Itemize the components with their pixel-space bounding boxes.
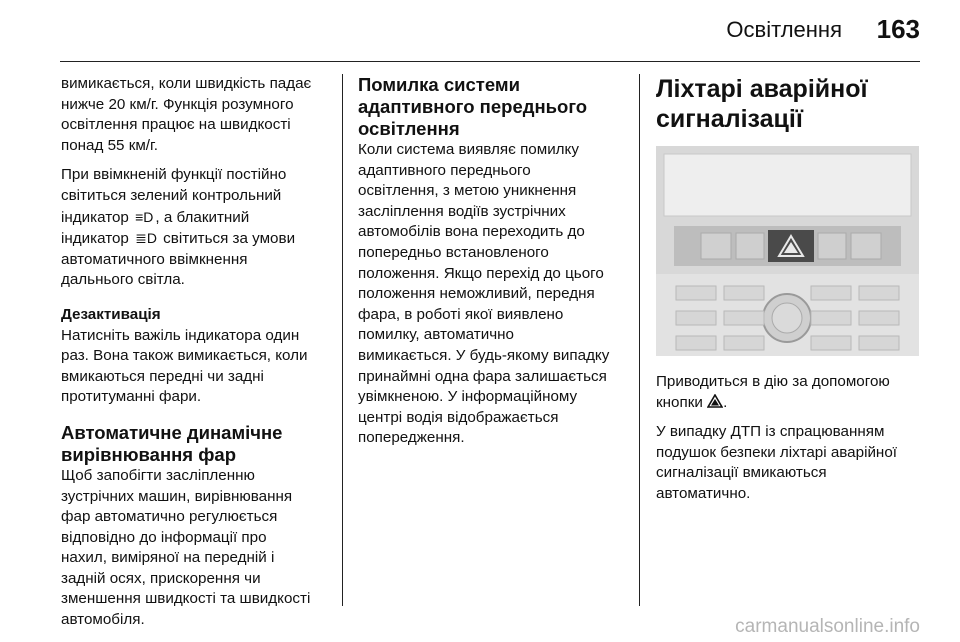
text-run: . bbox=[723, 393, 728, 411]
column-3 bbox=[656, 74, 926, 514]
high-beam-indicator-icon: ≣D bbox=[135, 230, 157, 247]
watermark: carmanualsonline.info bbox=[735, 616, 920, 637]
header-rule bbox=[60, 61, 920, 62]
column-2 bbox=[358, 74, 630, 458]
auto-light-indicator-icon: ≡D bbox=[135, 208, 154, 225]
paragraph: У випадку ДТП із спрацюванням подушок безпеки ліхтарі аварійної сигналізації вмикаються автоматично. bbox=[656, 423, 897, 502]
text-run: Приводиться в дію за допомогою кнопки bbox=[656, 373, 890, 411]
paragraph: вимикається, коли швидкість падає нижче 20 км/г. Функція розумного освітлення працює на швидкості понад 55 км/г. bbox=[61, 75, 312, 154]
hazard-button-illustration bbox=[656, 146, 919, 356]
text-run: , а блакитний індикатор bbox=[61, 208, 250, 248]
heading-hazard-lights: Ліхтарі аварійної сигналізації bbox=[656, 75, 868, 133]
paragraph: Щоб запобігти засліпленню зустрічних машин, вирівнювання фар автоматично регулюється відповідно до інформації про нахил, виміряної на передній і задній осях, прискорення чи зменшення швидкості та швидкості автомобіля. bbox=[61, 466, 311, 629]
text-run: При ввімкненій функції постійно світиться зелений контрольний індикатор bbox=[61, 166, 287, 226]
heading-dynamic-leveling: Автоматичне динамічне вирівнювання фар bbox=[61, 421, 283, 465]
column-divider bbox=[639, 74, 640, 606]
paragraph: Натисніть важіль індикатора один раз. Вона також вимикається, коли вмикаються передні чи задні протитуманні фари. bbox=[61, 326, 308, 406]
paragraph bbox=[656, 372, 926, 413]
column-1 bbox=[61, 74, 331, 640]
section-title: Освітлення bbox=[726, 17, 842, 42]
paragraph bbox=[61, 165, 331, 291]
text-run: світиться за умови автоматичного ввімкнення дальнього світла. bbox=[61, 230, 296, 289]
page-number: 163 bbox=[876, 14, 920, 44]
paragraph: Коли система виявляє помилку адаптивного переднього освітлення, з метою уникнення засліплення водіїв зустрічних автомобілів вона переходить до попередньо встановленого положення. Якщо перехід до цього положення неможливий, передня фара, в роботі якої виявлено помилку, автоматично вимикається. У будь-якому випадку принаймні одна фара залишається увімкненою. У інформаційному центрі водія відображається попередження. bbox=[358, 141, 610, 447]
hazard-warning-icon bbox=[707, 394, 723, 408]
column-divider bbox=[342, 74, 343, 606]
page-header bbox=[0, 0, 960, 62]
subheading-deactivation: Дезактивація bbox=[61, 305, 161, 323]
heading-afl-error: Помилка системи адаптивного переднього освітлення bbox=[358, 74, 588, 139]
dashboard-illustration bbox=[656, 146, 919, 356]
